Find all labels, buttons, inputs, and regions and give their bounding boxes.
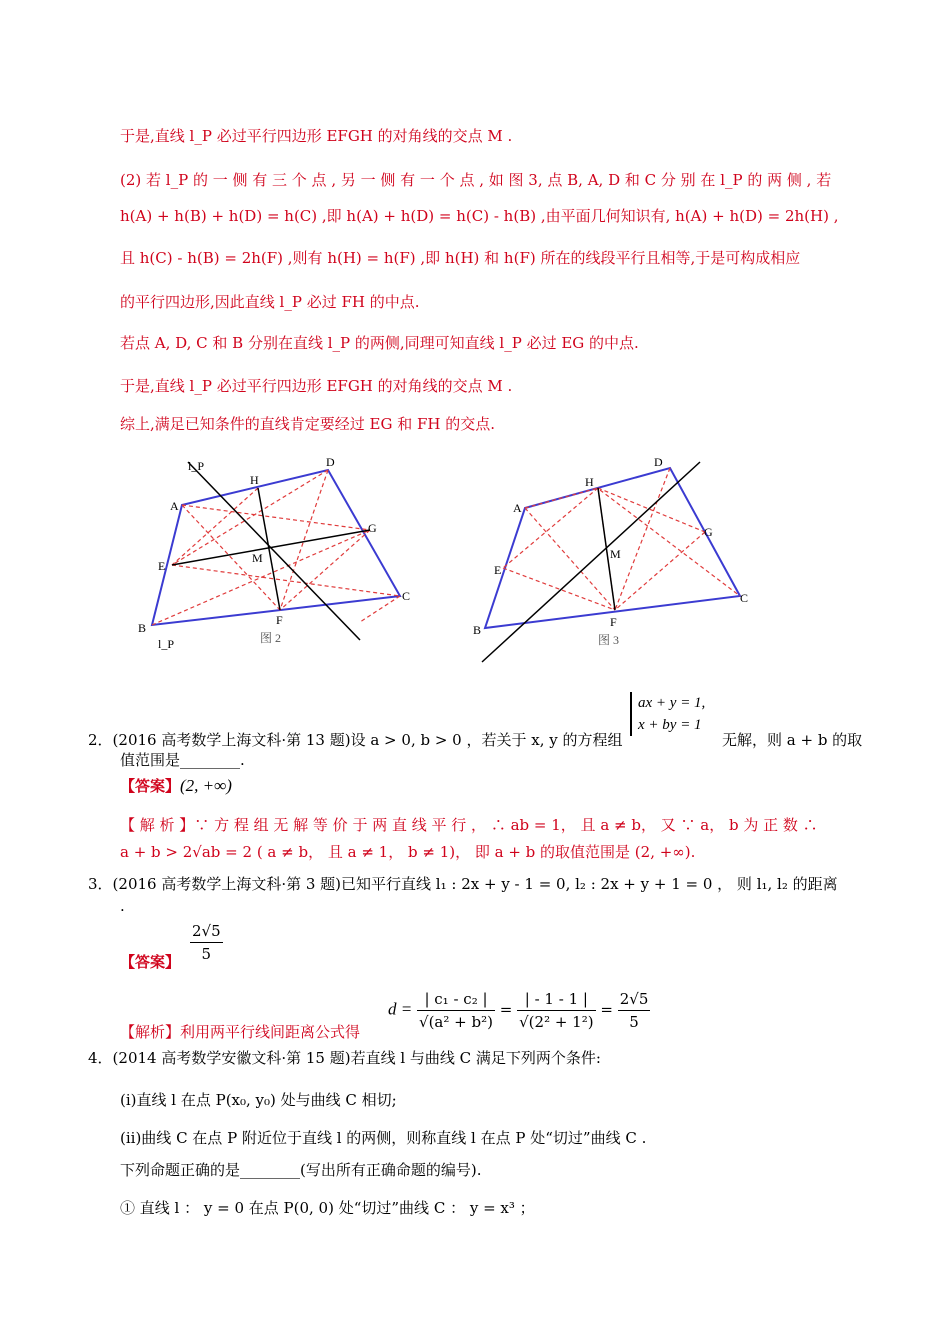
fig3-caption: 图 3 xyxy=(598,633,620,647)
system-eq-2: x + by = 1 xyxy=(638,717,702,733)
fig3-label-m: M xyxy=(610,547,621,561)
q3-dot: . xyxy=(120,897,125,915)
fig2-caption: 图 2 xyxy=(260,631,282,645)
solution-line-2: (2) 若 l_P 的 一 侧 有 三 个 点 , 另 一 侧 有 一 个 点 , 如 图 3, 点 B, A, D 和 C 分 别 在 l_P 的 两 侧 , 若 xyxy=(120,171,832,189)
figure-2 xyxy=(138,455,410,651)
q2-analysis-1: 【 解 析 】∵ 方 程 组 无 解 等 价 于 两 直 线 平 行 ， ∴ ab = 1， 且 a ≠ b， 又 ∵ a， b 为 正 数 ∴ xyxy=(120,816,818,834)
q3-formula xyxy=(388,988,650,1033)
q2-answer: (2, +∞) xyxy=(180,776,232,795)
fig2-quadrilateral xyxy=(152,470,400,625)
figure-3 xyxy=(473,455,748,662)
solution-line-5: 的平行四边形,因此直线 l_P 必过 FH 的中点. xyxy=(120,293,420,311)
solution-line-1: 于是,直线 l_P 必过平行四边形 EFGH 的对角线的交点 M . xyxy=(120,127,513,145)
q4-condition-2: (ii)曲线 C 在点 P 附近位于直线 l 的两侧，则称直线 l 在点 P 处“切过”曲线 C . xyxy=(120,1129,647,1147)
q3-answer-fraction xyxy=(190,920,223,965)
fig3-label-c: C xyxy=(740,591,749,605)
f2-den: √(2² + 1²) xyxy=(519,1013,594,1031)
q3-answer-num: 2√5 xyxy=(190,920,223,943)
f1-den: √(a² + b²) xyxy=(419,1013,493,1031)
fig2-label-lp-bottom: l_P xyxy=(158,637,175,651)
fig3-label-h: H xyxy=(585,475,594,489)
fig3-label-a: A xyxy=(513,501,522,515)
q2-text: 2．(2016 高考数学上海文科·第 13 题)设 a > 0, b > 0 ，若关于 x, y 的方程组 xyxy=(88,731,623,749)
equation-system xyxy=(630,692,705,736)
f2-num: | - 1 - 1 | xyxy=(517,988,595,1011)
formula-d: d = xyxy=(388,999,413,1019)
q4-condition-1: (i)直线 l 在点 P(x₀, y₀) 处与曲线 C 相切; xyxy=(120,1091,397,1109)
eq-sign-1: = xyxy=(499,1000,513,1019)
q3-text: 3．(2016 高考数学上海文科·第 3 题)已知平行直线 l₁ : 2x + y - 1 = 0, l₂ : 2x + y + 1 = 0 ， 则 l₁, l₂ 的距离 xyxy=(88,875,838,893)
solution-line-8: 综上,满足已知条件的直线肯定要经过 EG 和 FH 的交点. xyxy=(120,415,496,433)
q4-option-1: ① 直线 l ： y = 0 在点 P(0, 0) 处“切过”曲线 C ： y = x³ ； xyxy=(120,1199,535,1217)
fig2-label-lp-top: l_P xyxy=(188,459,205,473)
q3-answer-den: 5 xyxy=(201,945,212,963)
fig2-label-c: C xyxy=(402,589,411,603)
f3-num: 2√5 xyxy=(618,988,651,1011)
fig2-label-d: D xyxy=(326,455,335,469)
q2-answer-label: 【答案】 xyxy=(120,777,181,795)
solution-line-4: 且 h(C) - h(B) = 2h(F) ,则有 h(H) = h(F) ,即 h(H) 和 h(F) 所在的线段平行且相等,于是可构成相应 xyxy=(120,249,801,267)
fig3-label-f: F xyxy=(610,615,617,629)
q2-text-tail: 无解，则 a + b 的取 xyxy=(722,731,863,749)
fig2-label-m: M xyxy=(252,551,263,565)
q2-analysis-2: a + b > 2√ab = 2 ( a ≠ b， 且 a ≠ 1， b ≠ 1)， 即 a + b 的取值范围是 (2, +∞). xyxy=(120,843,696,861)
q4-text: 4．(2014 高考数学安徽文科·第 15 题)若直线 l 与曲线 C 满足下列两个条件: xyxy=(88,1049,601,1067)
q4-prompt: 下列命题正确的是________(写出所有正确命题的编号). xyxy=(120,1161,482,1179)
solution-line-6: 若点 A, D, C 和 B 分别在直线 l_P 的两侧,同理可知直线 l_P 必过 EG 的中点. xyxy=(120,334,639,352)
fig2-label-a: A xyxy=(170,499,179,513)
fig2-label-g: G xyxy=(368,521,377,535)
q3-analysis-label: 【解析】利用两平行线间距离公式得 xyxy=(120,1023,361,1041)
fig3-label-b: B xyxy=(473,623,482,637)
solution-line-3: h(A) + h(B) + h(D) = h(C) ,即 h(A) + h(D) = h(C) - h(B) ,由平面几何知识有, h(A) + h(D) = 2h(H) , xyxy=(120,207,839,225)
fig2-label-e: E xyxy=(158,559,166,573)
fig2-label-h: H xyxy=(250,473,259,487)
fig3-label-e: E xyxy=(494,563,502,577)
fig3-label-d: D xyxy=(654,455,663,469)
figures xyxy=(130,450,770,665)
solution-line-7: 于是,直线 l_P 必过平行四边形 EFGH 的对角线的交点 M . xyxy=(120,377,513,395)
fig3-label-g: G xyxy=(704,525,713,539)
fig2-label-f: F xyxy=(276,613,283,627)
q2-text-2: 值范围是________. xyxy=(120,751,245,769)
system-eq-1: ax + y = 1, xyxy=(638,695,706,711)
q3-answer-label: 【答案】 xyxy=(120,953,181,971)
f1-num: | c₁ - c₂ | xyxy=(417,988,495,1011)
f3-den: 5 xyxy=(629,1013,639,1031)
eq-sign-2: = xyxy=(600,1000,613,1019)
fig2-label-b: B xyxy=(138,621,147,635)
